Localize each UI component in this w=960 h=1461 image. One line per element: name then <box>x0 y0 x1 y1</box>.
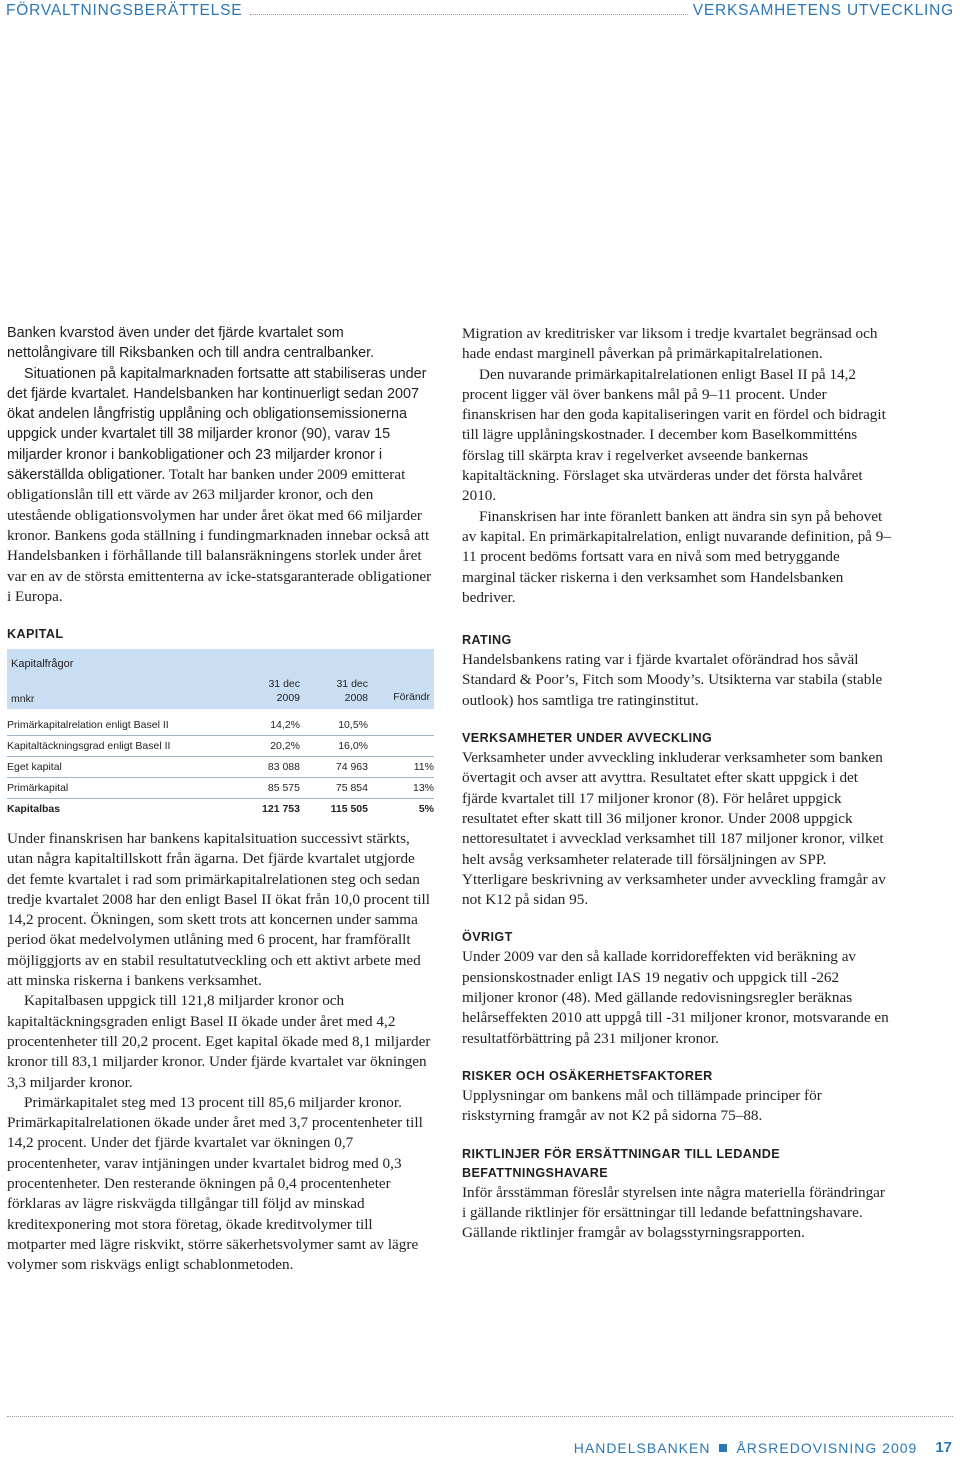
row-label: Kapitalbas <box>7 803 61 815</box>
table-row-total <box>7 799 434 819</box>
section-heading: RISKER OCH OSÄKERHETSFAKTORER <box>462 1068 713 1083</box>
column-header <box>236 677 300 705</box>
section-heading: RIKTLINJER FÖR ERSÄTTNINGAR TILL LEDANDE BEFATTNINGSHAVARE <box>462 1146 781 1180</box>
chapter-title: VERKSAMHETENS UTVECKLING <box>692 2 954 19</box>
paragraph: Handelsbankens rating var i fjärde kvartalet oförändrad hos såväl Standard & Poor’s, Fitch som Moody’s. Utsikterna var stabila (stable outlook) hos samtliga tre ratinginstitut. <box>462 651 883 709</box>
page-header <box>0 0 960 24</box>
cell-2008: 115 505 <box>330 803 368 815</box>
cell-2009: 121 753 <box>262 803 300 815</box>
table-row <box>7 757 434 778</box>
cell-2008: 16,0% <box>338 740 368 752</box>
cell-2008: 74 963 <box>335 761 368 773</box>
section-heading: VERKSAMHETER UNDER AVVECKLING <box>462 731 713 746</box>
footer-report: ÅRSREDOVISNING 2009 <box>736 1439 918 1456</box>
paragraph: Primärkapitalet steg med 13 procent till 85,6 miljarder kronor. Primärkapitalrelationen ökade under året med 3,7 procentenheter till 14,2 procent. Under det fjärde kvartalet var ökningen 0,7 procentenheter, varav intjäningen under kvartalet bidrog med 0,3 procentenheter. Den resterande ökningen på 0,4 procentenheter förklaras av lägre riskvägda tillgångar till följd av minskad kreditexponering mot stora företag, ökade kreditvolymer till motparter med lägre riskvikt, större säkerhetsvolymer samt av lägre volymer som riskvägs enligt schablonmetoden. <box>7 1093 423 1274</box>
right-column <box>462 324 892 1243</box>
table-unit: mnkr <box>11 693 35 705</box>
section-heading: RATING <box>462 633 512 648</box>
kapital-section <box>7 625 435 644</box>
row-label: Primärkapitalrelation enligt Basel II <box>7 719 169 731</box>
table-row <box>7 736 434 757</box>
page-footer <box>574 1439 952 1456</box>
left-column-intro <box>7 323 435 607</box>
paragraph: Kapitalbasen uppgick till 121,8 miljarder kronor och kapitaltäckningsgraden enligt Basel II ökade under året med 4,2 procentenheter till 20,2 procent. Eget kapital ökade med 8,1 miljarder kronor till 83,1 miljarder kronor. Under fjärde kvartalet var ökningen 3,3 miljarder kronor. <box>7 992 431 1091</box>
column-header-line: 2009 <box>276 692 300 704</box>
header-dotted-rule <box>250 14 688 15</box>
cell-2009: 85 575 <box>267 782 300 794</box>
paragraph: Verksamheter under avveckling inkluderar verksamheter som banken övertagit och avser att avyttra. Resultatet efter skatt uppgick i det fjärde kvartalet till 17 miljoner kronor (8). För helåret uppgick resultatet efter skatt till 36 miljoner kronor. Under 2008 uppgick nettoresultatet i avvecklad verksamhet till 187 miljoner kronor, vilket helt avsåg verksamheter relaterade till försäljningen av SPP. Ytterligare beskrivning av verksamheter under avveckling framgår av not K12 på sidan 95. <box>462 749 886 909</box>
cell-2009: 14,2% <box>270 719 300 731</box>
table-row <box>7 715 434 736</box>
column-header-line: 31 dec <box>336 678 368 690</box>
paragraph-part: Situationen på kapitalmarknaden fortsatte att stabiliseras under det fjärde kvartalet. <box>7 365 427 402</box>
table-title: Kapitalfrågor <box>11 658 74 670</box>
square-bullet-icon <box>719 1444 727 1452</box>
column-header-line: 31 dec <box>268 678 300 690</box>
paragraph-part: Handelsbanken har kontinuerligt sedan 2007 ökat andelen långfristig upplåning och obligationsemissionerna uppgick under kvartalet till 38 miljarder kronor (90), varav 15 miljarder kronor i bankobligationer och 23 miljarder kronor i säkerställda obligationer. <box>7 385 420 484</box>
table-header <box>7 649 434 709</box>
row-label: Eget kapital <box>7 761 62 773</box>
cell-2008: 10,5% <box>338 719 368 731</box>
cell-2009: 83 088 <box>267 761 300 773</box>
cell-change: 11% <box>413 761 434 773</box>
paragraph: Under 2009 var den så kallade korridoreffekten vid beräkning av pensionskostnader enligt IAS 19 negativ och uppgick till -262 miljoner kronor (48). Med gällande redovisningsregler beräknas helårseffekten 2010 att uppgå till -31 miljoner kronor, motsvarande en resultatförbättring på 231 miljoner kronor. <box>462 948 889 1047</box>
paragraph-part: Totalt har banken under 2009 emitterat obligationslån till ett värde av 263 miljarder kronor, och den utestående obligationsvolymen har under året ökat med 66 miljarder kronor. Bankens goda ställning i fundingmarknaden innebar också att Handelsbanken i förhållande till balansräkningens storlek under året var en av de största emittenterna av icke-statsgaranterade obligationer i Europa. <box>7 466 432 605</box>
cell-change: 5% <box>418 803 434 815</box>
footer-dotted-rule <box>7 1416 953 1417</box>
paragraph: Finanskrisen har inte föranlett banken att ändra sin syn på behovet av kapital. En primärkapitalrelation, enligt nuvarande definition, på 9–11 procent bedöms fortsatt vara en nivå som med betryggande marginal täcker riskerna i den verksamhet som Handelsbanken bedriver. <box>462 507 891 606</box>
table-body <box>7 715 434 819</box>
capital-table <box>7 649 434 819</box>
row-label: Primärkapital <box>7 782 69 794</box>
section-heading: KAPITAL <box>7 627 64 641</box>
footer-brand: HANDELSBANKEN <box>573 1439 711 1456</box>
cell-2009: 20,2% <box>270 740 300 752</box>
cell-2008: 75 854 <box>335 782 368 794</box>
paragraph: Inför årsstämman föreslår styrelsen inte några materiella förändringar i gällande riktlinjer för ersättningar till ledande befattningshavare. Gällande riktlinjer framgår av bolagsstyrningsrapporten. <box>462 1183 885 1242</box>
paragraph: Den nuvarande primärkapitalrelationen enligt Basel II på 14,2 procent ligger väl över bankens mål på 9–11 procent. Under finanskrisen har den goda kapitaliseringen varit en fördel och bidragit till lägre upplåningskostnader. I december kom Baselkommitténs förslag till skärpta krav i regelverket avseende bankernas kapitaltäckning. Förslaget ska utvärderas under det första halvåret 2010. <box>462 365 886 505</box>
kapital-body <box>7 829 435 1276</box>
page-number: 17 <box>935 1439 952 1456</box>
paragraph: Banken kvarstod även under det fjärde kvartalet som nettolångivare till Riksbanken och till andra centralbanker. <box>7 325 375 362</box>
section-heading: ÖVRIGT <box>462 930 513 945</box>
row-label: Kapitaltäckningsgrad enligt Basel II <box>7 740 171 752</box>
column-header-line: 2008 <box>344 692 368 704</box>
paragraph: Upplysningar om bankens mål och tillämpade principer för riskstyrning framgår av not K2 på sidorna 75–88. <box>462 1086 822 1125</box>
section-title: FÖRVALTNINGSBERÄTTELSE <box>6 2 243 19</box>
cell-change: 13% <box>412 782 434 794</box>
column-header: Förändr <box>393 691 430 703</box>
paragraph: Under finanskrisen har bankens kapitalsituation successivt stärkts, utan några kapitaltillskott från ägarna. Det fjärde kvartalet utgjorde det femte kvartalet i rad som primärkapitalrelationen steg och sedan tredje kvartalet 2008 har den enligt Basel II ökat från 10,0 procent till 14,2 procent. Ökningen, som skett trots att koncernen under samma period ökat medelvolymen utlåning med 6 procent, har framförallt möjliggjorts av en stabil resultatutveckling och ett aktivt arbete med att minska riskerna i bankens verksamhet. <box>7 830 430 990</box>
paragraph <box>7 364 435 608</box>
paragraph: Migration av kreditrisker var liksom i tredje kvartalet begränsad och hade endast marginell påverkan på primärkapitalrelationen. <box>462 325 878 363</box>
table-row <box>7 778 434 799</box>
column-header <box>304 677 368 705</box>
